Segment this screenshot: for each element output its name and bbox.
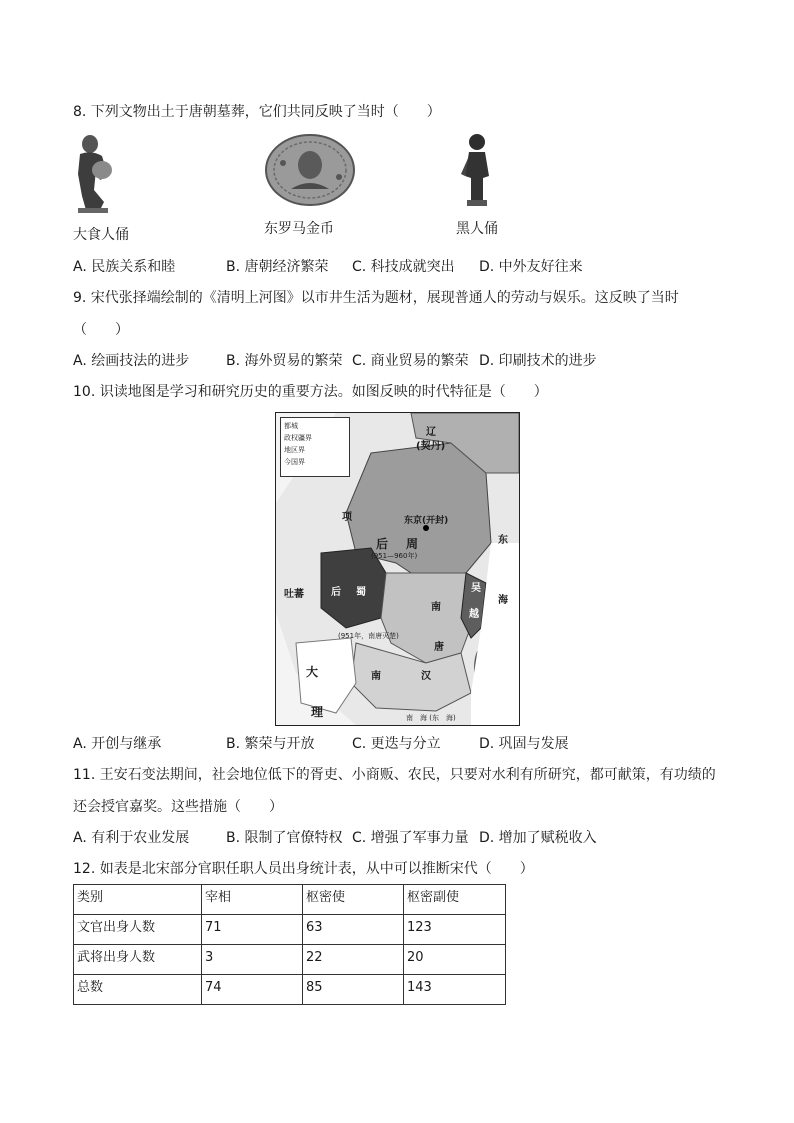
legend-capital: 都城 — [284, 422, 298, 430]
q11-stem-cont: 还会授官嘉奖。这些措施（ ） — [73, 799, 283, 815]
table-cell: 143 — [404, 975, 506, 1005]
q9-stem-cont: （ ） — [73, 322, 129, 338]
map-label-qidan: (契丹) — [416, 441, 446, 452]
table-cell: 85 — [303, 975, 404, 1005]
q10-option-c[interactable]: C. 更迭与分立 — [352, 736, 441, 752]
table-cell: 20 — [404, 945, 506, 975]
map-label-wuyue-a: 吴 — [471, 583, 481, 594]
q10-option-a[interactable]: A. 开创与继承 — [73, 736, 162, 752]
q11-stem: 11. 王安石变法期间，社会地位低下的胥吏、小商贩、农民，只要对水利有所研究，都可献策，有功绩的 — [73, 767, 716, 783]
table-row — [74, 915, 506, 945]
map-label-note: (951年，南唐灭楚) — [338, 632, 399, 640]
table-cell: 总数 — [74, 975, 202, 1005]
map-label-houzhou-b: 周 — [406, 537, 419, 551]
caption-arab-figurine: 大食人俑 — [73, 227, 129, 243]
map-label-houshu-b: 蜀 — [356, 587, 366, 598]
map-label-houshu-a: 后 — [331, 587, 341, 598]
q11-option-b[interactable]: B. 限制了官僚特权 — [226, 830, 343, 846]
q8-option-d[interactable]: D. 中外友好往来 — [479, 259, 583, 275]
q8-option-a[interactable]: A. 民族关系和睦 — [73, 259, 176, 275]
legend-modern-border: 今国界 — [284, 458, 305, 466]
table-row — [74, 975, 506, 1005]
map-label-hai: 海 — [498, 595, 508, 606]
q12-stem: 12. 如表是北宋部分官职任职人员出身统计表，从中可以推断宋代（ ） — [73, 861, 534, 877]
q9-option-a[interactable]: A. 绘画技法的进步 — [73, 353, 190, 369]
map-label-xiang: 项 — [342, 512, 352, 523]
q9-option-b[interactable]: B. 海外贸易的繁荣 — [226, 353, 343, 369]
table-cell: 3 — [202, 945, 303, 975]
table-cell: 71 — [202, 915, 303, 945]
map-legend — [280, 417, 350, 477]
map-label-dong: 东 — [498, 535, 508, 546]
table-header: 枢密使 — [303, 885, 404, 915]
map-label-wuyue-b: 越 — [469, 609, 479, 620]
byzantine-coin-image — [263, 133, 358, 207]
legend-regime-border: 政权疆界 — [284, 434, 312, 442]
arab-figurine-image — [70, 130, 120, 214]
q11-options — [73, 828, 733, 848]
table-header: 枢密副使 — [404, 885, 506, 915]
map-label-liao: 辽 — [426, 427, 436, 438]
table-cell: 22 — [303, 945, 404, 975]
q9-options — [73, 351, 733, 371]
map-label-li: 理 — [311, 705, 324, 719]
q8-option-c[interactable]: C. 科技成就突出 — [352, 259, 455, 275]
q9-option-c[interactable]: C. 商业贸易的繁荣 — [352, 353, 469, 369]
five-dynasties-map — [275, 412, 520, 726]
table-cell: 123 — [404, 915, 506, 945]
q8-stem: 8. 下列文物出土于唐朝墓葬，它们共同反映了当时（ ） — [73, 104, 441, 120]
q11-option-d[interactable]: D. 增加了赋税收入 — [479, 830, 597, 846]
q9-option-d[interactable]: D. 印刷技术的进步 — [479, 353, 597, 369]
table-cell: 74 — [202, 975, 303, 1005]
legend-region-border: 地区界 — [284, 446, 305, 454]
map-label-nan-b: 南 — [371, 671, 381, 682]
table-cell: 文官出身人数 — [74, 915, 202, 945]
map-label-tufan: 吐蕃 — [284, 589, 304, 600]
q8-options — [73, 257, 733, 277]
q10-stem: 10. 识读地图是学习和研究历史的重要方法。如图反映的时代特征是（ ） — [73, 384, 548, 400]
map-label-dongjing: 东京(开封) — [404, 516, 449, 526]
table-header: 宰相 — [202, 885, 303, 915]
table-row — [74, 945, 506, 975]
map-label-han: 汉 — [421, 671, 431, 682]
table-header-row — [74, 885, 506, 915]
table-cell: 63 — [303, 915, 404, 945]
q8-option-b[interactable]: B. 唐朝经济繁荣 — [226, 259, 329, 275]
table-header: 类别 — [74, 885, 202, 915]
map-label-houzhou-a: 后 — [376, 537, 389, 551]
q9-stem: 9. 宋代张择端绘制的《清明上河图》以市井生活为题材，展现普通人的劳动与娱乐。这反映了当时 — [73, 290, 679, 306]
map-label-nanhai: 南 海 (东 海) — [406, 714, 456, 722]
black-figurine-image — [455, 130, 499, 210]
map-label-nan-a: 南 — [431, 602, 441, 613]
caption-byzantine-coin: 东罗马金币 — [264, 221, 334, 237]
q10-option-b[interactable]: B. 繁荣与开放 — [226, 736, 315, 752]
map-label-tang: 唐 — [434, 642, 444, 653]
q11-option-a[interactable]: A. 有利于农业发展 — [73, 830, 190, 846]
table-cell: 武将出身人数 — [74, 945, 202, 975]
map-label-da: 大 — [306, 665, 319, 679]
q10-options — [73, 734, 733, 754]
official-origins-table — [73, 884, 506, 1005]
caption-black-figurine: 黑人俑 — [456, 221, 498, 237]
q11-option-c[interactable]: C. 增强了军事力量 — [352, 830, 469, 846]
q10-option-d[interactable]: D. 巩固与发展 — [479, 736, 569, 752]
map-label-years: (951—960年) — [371, 552, 418, 560]
